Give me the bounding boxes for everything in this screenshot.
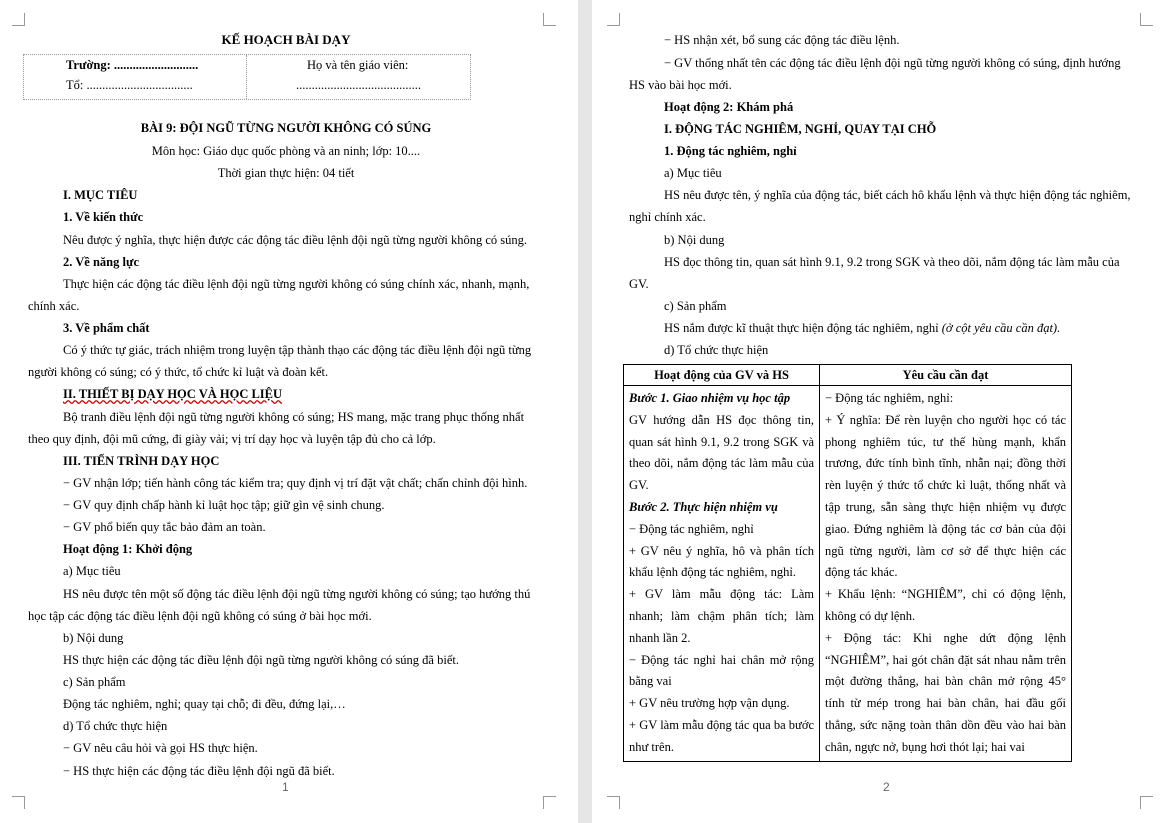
crop-mark (543, 13, 556, 26)
activity-table (623, 364, 1072, 762)
cell-text: + GV làm mẫu động tác qua ba bước như trên. (629, 717, 814, 754)
step-heading: Bước 2. Thực hiện nhiệm vụ (629, 499, 778, 514)
cell-text: − Động tác nghiêm, nghỉ (629, 521, 754, 536)
cell-text: − Động tác nghiêm, nghỉ: (825, 391, 954, 405)
table-cell-activity (624, 386, 820, 762)
cell-text: + Khẩu lệnh: “NGHIÊM”, chỉ có động lệnh, không có dự lệnh. (825, 587, 1066, 623)
lesson-title: BÀI 9: ĐỘI NGŨ TỪNG NGƯỜI KHÔNG CÓ SÚNG (140, 121, 432, 135)
body-text: HS nêu được tên, ý nghĩa của động tác, biết cách hô khẩu lệnh và thực hiện động tác nghiêm, (664, 188, 1131, 202)
body-text: GV. (629, 277, 649, 291)
teacher-dots: ........................................ (296, 78, 421, 92)
body-text: a) Mục tiêu (664, 166, 722, 180)
table-cell-requirement (820, 386, 1072, 762)
group-label: Tổ: .................................. (66, 78, 193, 92)
activity-heading: Hoạt động 1: Khởi động (63, 542, 193, 556)
school-label: Trường: ........................... (66, 58, 199, 72)
body-text: nghỉ chính xác. (629, 210, 706, 224)
crop-mark (607, 13, 620, 26)
document-heading: KẾ HOẠCH BÀI DẠY (221, 32, 351, 47)
crop-mark (1140, 13, 1153, 26)
document-page-1 (0, 0, 578, 823)
page-number: 2 (883, 780, 890, 794)
body-text: − GV quy định chấp hành kỉ luật học tập; giữ gìn vệ sinh chung. (63, 498, 385, 512)
page-gap (578, 0, 592, 823)
body-text: HS thực hiện các động tác điều lệnh đội ngũ từng người không có súng đã biết. (63, 653, 459, 667)
body-text: Bộ tranh điều lệnh đội ngũ từng người không có súng; HS mang, mặc trang phục thống nhất (63, 410, 525, 424)
section-heading: I. MỤC TIÊU (63, 188, 138, 202)
crop-mark (12, 13, 25, 26)
header-info-box (23, 54, 471, 100)
body-text: HS vào bài học mới. (629, 78, 732, 92)
cell-text: + GV làm mẫu động tác: Làm nhanh; làm chậm phân tích; làm nhanh lần 2. (629, 587, 814, 645)
section-heading: II. THIẾT BỊ DẠY HỌC VÀ HỌC LIỆU (63, 387, 283, 401)
page-number: 1 (282, 780, 289, 794)
subsection-heading: 2. Về năng lực (63, 255, 140, 269)
body-text: − GV nêu câu hỏi và gọi HS thực hiện. (63, 741, 258, 755)
cell-text: + GV nêu trường hợp vận dụng. (629, 696, 790, 711)
body-text: b) Nội dung (664, 233, 725, 247)
teacher-label: Họ và tên giáo viên: (307, 58, 409, 72)
duration-line: Thời gian thực hiện: 04 tiết (217, 166, 355, 180)
subsection-heading: 1. Về kiến thức (63, 210, 144, 224)
body-text: Nêu được ý nghĩa, thực hiện được các động tác điều lệnh đội ngũ từng người không có súng. (63, 233, 528, 247)
section-heading: III. TIẾN TRÌNH DẠY HỌC (63, 454, 220, 468)
body-text: b) Nội dung (63, 631, 124, 645)
cell-text: + Ý nghĩa: Để rèn luyện cho người học có tác phong nghiêm túc, tư thế hùng mạnh, khẩn trương, đức tính bình tĩnh, nhẫn nại; đồng thời rèn luyện ý thức tổ chức kỉ luật, thống nhất và tập trung, sẵn sàng thực hiện nhiệm vụ được giao. Đứng nghiêm là động tác cơ bản của đội ngũ từng người, làm cơ sở để thực hiện các động tác khác. (825, 412, 1066, 580)
subsection-heading: 1. Động tác nghiêm, nghỉ (664, 144, 797, 158)
subject-line: Môn học: Giáo dục quốc phòng và an ninh; lớp: 10.... (151, 144, 421, 158)
step-heading: Bước 1. Giao nhiệm vụ học tập (629, 391, 791, 405)
body-text: Động tác nghiêm, nghỉ; quay tại chỗ; đi đều, đứng lại,… (63, 697, 346, 711)
cell-text: − Động tác nghỉ hai chân mở rộng bằng vai (629, 652, 814, 689)
body-text: − HS thực hiện các động tác điều lệnh đội ngũ đã biết. (63, 764, 335, 778)
body-text: Có ý thức tự giác, trách nhiệm trong luyện tập thành thạo các động tác điều lệnh đội ngũ từng (63, 343, 532, 357)
body-text (664, 320, 1060, 336)
body-text: HS nêu được tên một số động tác điều lệnh đội ngũ từng người không có súng; tạo hướng thú (63, 587, 531, 601)
activity-heading: Hoạt động 2: Khám phá (664, 100, 794, 114)
table-header-activity: Hoạt động của GV và HS (624, 365, 820, 386)
body-text: HS đọc thông tin, quan sát hình 9.1, 9.2 trong SGK và theo dõi, nắm động tác làm mẫu của (664, 255, 1120, 269)
body-text: học tập các động tác điều lệnh đội ngũ không có súng ở bài học mới. (28, 609, 372, 623)
body-text: c) Sản phẩm (63, 675, 126, 689)
crop-mark (12, 796, 25, 809)
body-text: − GV thống nhất tên các động tác điều lệnh đội ngũ từng người không có súng, định hướng (664, 56, 1121, 70)
body-text: Thực hiện các động tác điều lệnh đội ngũ từng người không có súng chính xác, nhanh, mạnh, (63, 277, 530, 291)
body-text: theo quy định, đội mũ cứng, đi giày vải; vị trí dạy học và luyện tập đủ cho cả lớp. (28, 432, 436, 446)
section-heading: I. ĐỘNG TÁC NGHIÊM, NGHỈ, QUAY TẠI CHỖ (664, 122, 937, 136)
cell-text: + Động tác: Khi nghe dứt động lệnh “NGHIÊM”, hai gót chân đặt sát nhau nằm trên một đường thẳng, hai bàn chân mở rộng 45° tính từ mép trong hai bàn chân, hai đầu gối thẳng, sức nặng toàn thân dồn đều vào hai bàn chân, ngực nở, bụng hơi thót lại; hai vai (825, 630, 1066, 754)
crop-mark (543, 796, 556, 809)
cell-text: GV hướng dẫn HS đọc thông tin, quan sát hình 9.1, 9.2 trong SGK và theo dõi, nắm động tác làm mẫu của GV. (629, 412, 814, 493)
body-text: − GV nhận lớp; tiến hành công tác kiểm tra; quy định vị trí đặt vật chất; chấn chỉnh đội hình. (63, 476, 528, 490)
table-header-requirement: Yêu cầu cần đạt (820, 365, 1072, 386)
body-text: người không có súng; có ý thức, tổ chức kỉ luật và đoàn kết. (28, 365, 329, 379)
body-text: chính xác. (28, 299, 80, 313)
crop-mark (1140, 796, 1153, 809)
crop-mark (607, 796, 620, 809)
subsection-heading: 3. Về phẩm chất (63, 321, 150, 335)
body-text: a) Mục tiêu (63, 564, 121, 578)
product-note: (ở cột yêu cầu cần đạt). (941, 321, 1061, 335)
body-text: c) Sản phẩm (664, 299, 727, 313)
body-text: d) Tổ chức thực hiện (63, 719, 168, 733)
product-text: HS nắm được kĩ thuật thực hiện động tác nghiêm, nghỉ (664, 321, 939, 335)
cell-text: + GV nêu ý nghĩa, hô và phân tích khẩu lệnh động tác nghiêm, nghỉ. (629, 543, 814, 580)
body-text: − HS nhận xét, bổ sung các động tác điều lệnh. (664, 33, 900, 47)
body-text: d) Tổ chức thực hiện (664, 343, 769, 357)
body-text: − GV phổ biến quy tắc bảo đảm an toàn. (63, 520, 266, 534)
